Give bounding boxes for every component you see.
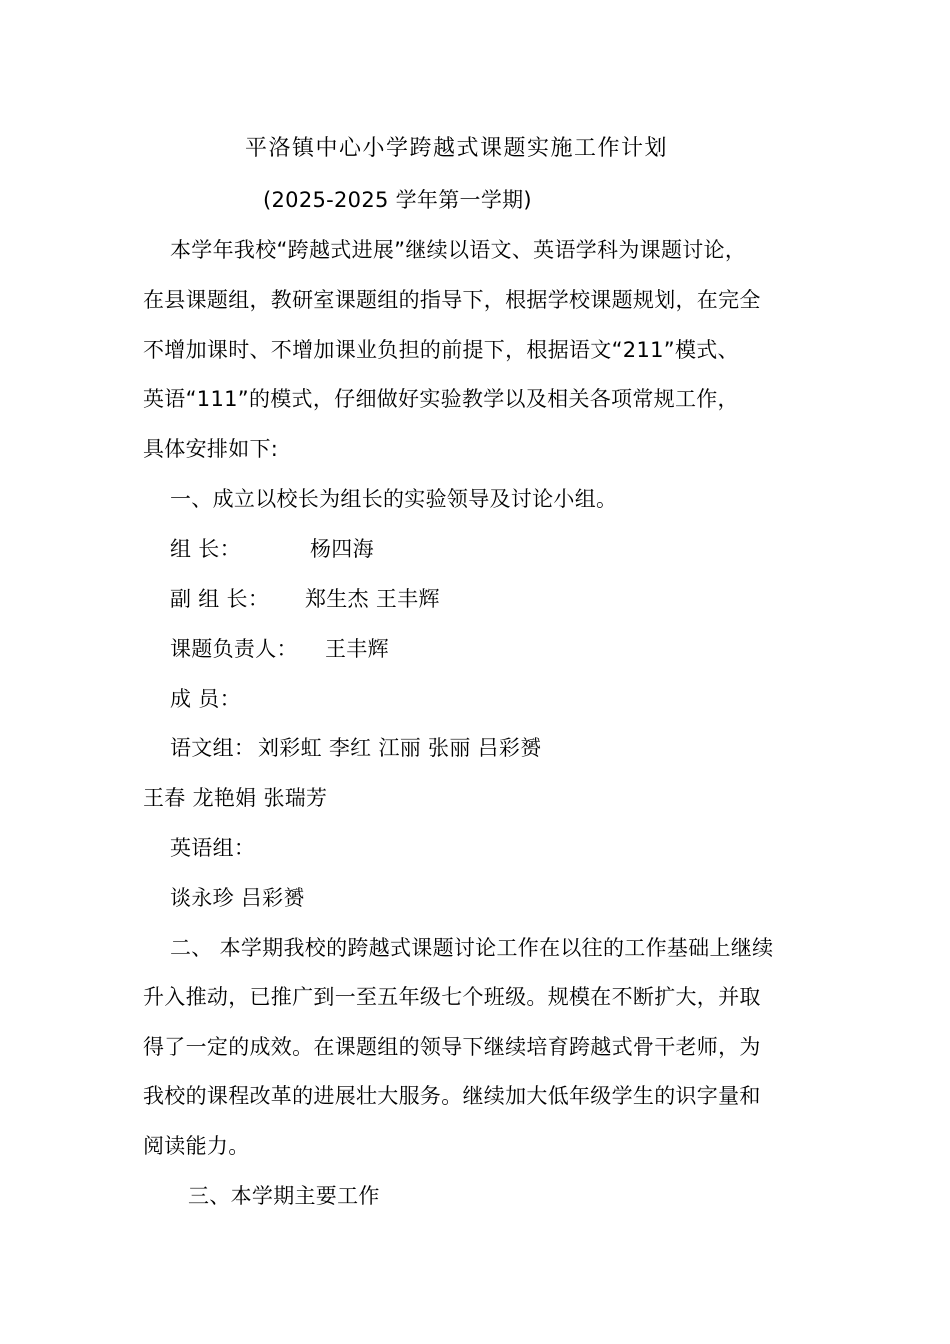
chinese-group-members-1: 刘彩虹 李红 江丽 张丽 吕彩赟 <box>258 736 542 760</box>
project-lead-name: 王丰辉 <box>325 637 389 661</box>
deputy-label: 副 组 长： <box>170 587 270 611</box>
section2-line-3: 得了一定的成效。在课题组的领导下继续培育跨越式骨干老师，为 <box>143 1035 761 1059</box>
document-subtitle: (2025-2025 学年第一学期) <box>263 188 532 212</box>
members-label: 成 员： <box>170 687 241 711</box>
document-title: 平洛镇中心小学跨越式课题实施工作计划 <box>245 136 669 161</box>
chinese-group-label: 语文组： <box>170 736 256 760</box>
project-lead-label: 课题负责人： <box>170 637 298 661</box>
intro-line-4: 英语“111”的模式，仔细做好实验教学以及相关各项常规工作， <box>143 387 739 411</box>
section1-heading: 一、成立以校长为组长的实验领导及讨论小组。 <box>170 487 618 511</box>
section3-heading: 三、本学期主要工作 <box>188 1184 380 1208</box>
intro-line-5: 具体安排如下: <box>143 437 279 461</box>
intro-line-1: 本学年我校“跨越式进展”继续以语文、英语学科为课题讨论， <box>170 238 747 262</box>
english-group-label: 英语组： <box>170 836 256 860</box>
section2-line-5: 阅读能力。 <box>143 1134 250 1158</box>
english-group-members: 谈永珍 吕彩赟 <box>170 886 305 910</box>
deputy-names: 郑生杰 王丰辉 <box>305 587 440 611</box>
chinese-group-members-2: 王春 龙艳娟 张瑞芳 <box>143 786 328 810</box>
leader-label: 组 长： <box>170 537 241 561</box>
section2-line-1: 二、 本学期我校的跨越式课题讨论工作在以往的工作基础上继续 <box>170 936 774 960</box>
leader-name: 杨四海 <box>310 537 374 561</box>
section2-line-2: 升入推动，已推广到一至五年级七个班级。规模在不断扩大，并取 <box>143 985 761 1009</box>
intro-line-2: 在县课题组，教研室课题组的指导下，根据学校课题规划，在完全 <box>143 288 761 312</box>
section2-line-4: 我校的课程改革的进展壮大服务。继续加大低年级学生的识字量和 <box>143 1084 761 1108</box>
intro-line-3: 不增加课时、不增加课业负担的前提下，根据语文“211”模式、 <box>143 338 739 362</box>
